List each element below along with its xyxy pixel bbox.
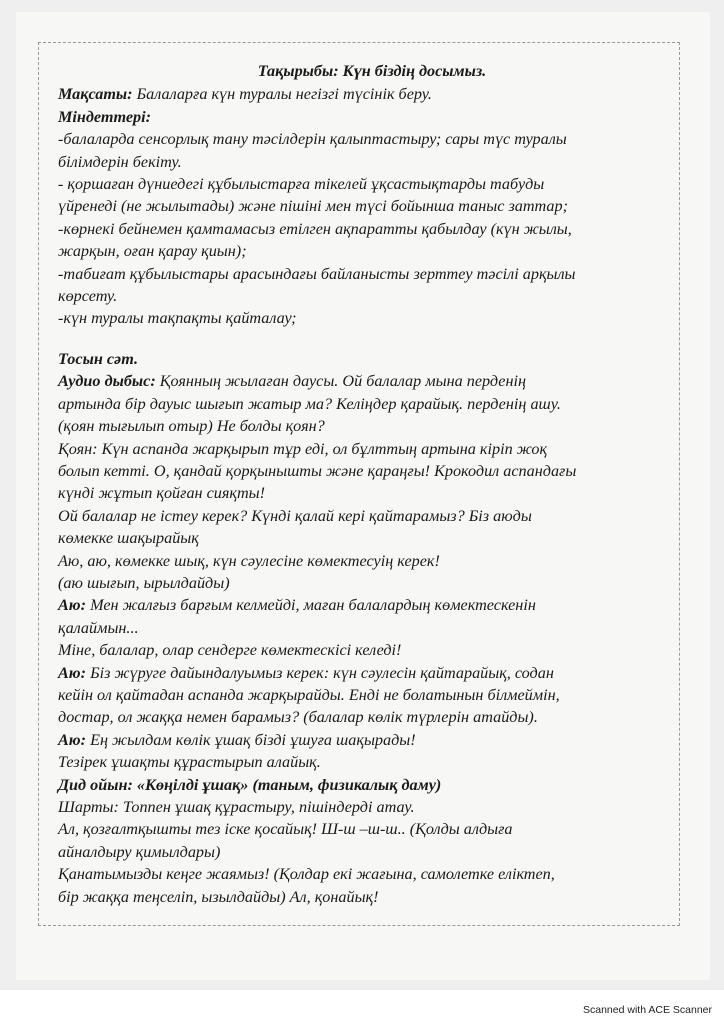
bear-text: Ең жылдам көлік ұшақ бізді ұшуға шақырады! [86, 730, 416, 749]
audio-line [58, 370, 668, 392]
dialogue-line: Ой балалар не істеу керек? Күнді қалай кері қайтарамыз? Біз аюды [58, 506, 532, 525]
bear-text: Біз жүруге дайындалуымыз керек: күн сәулесін қайтарайық, содан [86, 663, 554, 682]
dialogue-line: Тезірек ұшақты құрастырып алайық. [58, 753, 321, 772]
game-line: Қанатымызды кеңге жаямыз! (Қолдар екі жағына, самолетке еліктеп, [58, 865, 555, 884]
aim-line [58, 83, 668, 105]
game-line: Ал, қозғалтқышты тез іске қосайық! Ш-ш –ш-ш.. (Қолды алдыға [58, 820, 513, 839]
scanner-watermark: Scanned with ACE Scanner [583, 1004, 712, 1016]
bear-line [58, 729, 668, 751]
tasks-label: Міндеттері: [58, 107, 152, 126]
game-description [58, 796, 668, 908]
bear-line [58, 662, 668, 684]
section-gap [58, 330, 668, 348]
tasks-list [58, 128, 668, 330]
bear-label: Аю: [58, 596, 87, 615]
dialogue-line: Қоян: Күн аспанда жарқырып тұр еді, ол бұлттың артына кіріп жоқ [58, 439, 548, 458]
surprise-heading: Тосын сәт. [58, 349, 139, 368]
bear-line [58, 594, 668, 616]
dialogue-line: достар, ол жаққа немен барамыз? (балалар көлік түрлерін атайды). [58, 708, 538, 727]
tasks-line: -табиғат құбылыстары арасындағы байланысты зерттеу тәсілі арқылы [58, 264, 576, 283]
dialogue-line: болып кетті. О, қандай қорқынышты және қараңғы! Крокодил аспандағы [58, 461, 577, 480]
document-body [58, 60, 668, 908]
audio-label: Аудио дыбыс: [58, 372, 156, 391]
tasks-line: - қоршаған дүниедегі құбылыстарға тікелей ұқсастықтарды табуды [58, 175, 545, 194]
dialogue-line: қалаймын... [58, 618, 139, 637]
tasks-line: -балаларда сенсорлық тану тәсілдерін қалыптастыру; сары түс туралы [58, 130, 567, 149]
dialogue-line: (қоян тығылып отыр) Не болды қоян? [58, 417, 325, 436]
game-line: Шарты: Топпен ұшақ құрастыру, пішіндерді атау. [58, 798, 415, 816]
dialogue-line: кейін ол қайтадан аспанда жарқырайды. Енді не болатынын білмеймін, [58, 685, 560, 704]
dialogue-line: (аю шығып, ырылдайды) [58, 573, 230, 592]
aim-label: Мақсаты: [58, 85, 133, 104]
audio-text: Қоянның жылаған даусы. Ой балалар мына перденің [155, 372, 527, 391]
game-line: бір жаққа теңселіп, ызылдайды) Ал, қонайық! [58, 887, 379, 906]
bear-label: Аю: [58, 730, 87, 749]
bear-text: Мен жалғыз барғым келмейді, маған балалардың көмектескенін [86, 596, 536, 615]
document-title: Тақырыбы: Күн біздің досымыз. [257, 62, 487, 80]
tasks-line: жарқын, оған қарау қиын); [58, 242, 247, 261]
dialogue-line: күнді жұтып қойған сияқты! [58, 484, 266, 503]
tasks-line: көрсету. [58, 287, 118, 306]
audio-dialogue [58, 393, 668, 595]
aim-text: Балаларға күн туралы негізгі түсінік беру. [136, 85, 432, 104]
game-heading: Дид ойын: «Көңілді ұшақ» (таным, физикалық даму) [58, 775, 442, 794]
bear-label: Аю: [58, 663, 87, 682]
tasks-line: үйренеді (не жылытады) және пішіні мен түсі бойынша таныс заттар; [58, 197, 569, 216]
dialogue-line: көмекке шақырайық [58, 529, 199, 548]
dialogue-line: Міне, балалар, олар сендерге көмектескісі келеді! [58, 641, 402, 660]
dialogue-line: артында бір дауыс шығып жатыр ма? Келіңдер қарайық. перденің ашу. [58, 394, 561, 413]
tasks-line: -күн туралы тақпақты қайталау; [58, 309, 297, 328]
dialogue-line: Аю, аю, көмекке шық, күн сәулесіне көмектесуің керек! [58, 551, 440, 570]
game-line: айналдыру қимылдары) [58, 842, 221, 861]
tasks-line: білімдерін бекіту. [58, 152, 182, 171]
tasks-line: -көрнекі бейнемен қамтамасыз етілген ақпаратты қабылдау (күн жылы, [58, 219, 572, 238]
